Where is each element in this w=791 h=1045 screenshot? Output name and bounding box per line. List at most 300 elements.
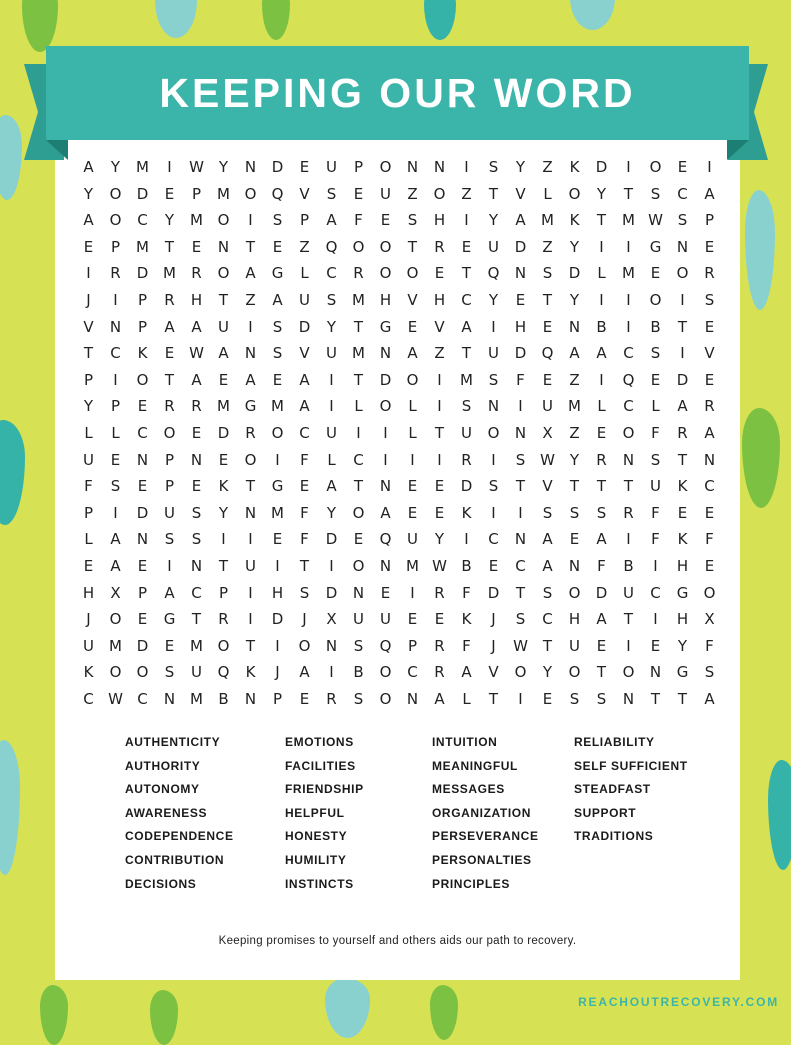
grid-letter[interactable]: L [84,530,93,549]
grid-letter[interactable]: N [244,158,257,176]
grid-letter[interactable]: D [325,583,338,602]
grid-letter[interactable]: W [189,158,204,176]
grid-letter[interactable]: O [298,636,311,655]
grid-letter[interactable]: U [299,290,310,309]
grid-letter[interactable]: P [137,317,148,336]
grid-letter[interactable]: E [272,530,283,549]
grid-letter[interactable]: J [275,663,280,682]
grid-letter[interactable]: T [245,477,256,496]
grid-letter[interactable]: E [434,264,445,283]
grid-letter[interactable]: A [191,317,202,336]
grid-letter[interactable]: F [597,556,606,575]
grid-letter[interactable]: I [437,370,442,389]
grid-letter[interactable]: O [568,663,581,682]
grid-letter[interactable]: S [677,211,688,230]
grid-letter[interactable]: O [379,663,392,682]
grid-letter[interactable]: S [542,264,553,283]
grid-letter[interactable]: N [190,450,203,469]
grid-letter[interactable]: L [327,450,336,469]
grid-letter[interactable]: L [597,264,606,283]
grid-letter[interactable]: I [518,397,523,416]
grid-letter[interactable]: O [217,211,230,230]
grid-letter[interactable]: D [379,370,392,389]
grid-letter[interactable]: T [434,423,445,442]
grid-letter[interactable]: Y [569,237,580,256]
grid-letter[interactable]: Q [622,370,635,389]
website-link[interactable]: REACHOUTRECOVERY.COM [578,995,779,1009]
grid-letter[interactable]: I [167,158,172,176]
grid-letter[interactable]: V [83,317,94,336]
grid-letter[interactable]: R [434,663,445,682]
grid-letter[interactable]: S [569,503,580,522]
grid-letter[interactable]: T [677,317,688,336]
grid-letter[interactable]: P [164,477,175,496]
grid-letter[interactable]: U [623,583,634,602]
grid-letter[interactable]: C [353,450,364,469]
grid-letter[interactable]: G [676,583,689,602]
grid-letter[interactable]: T [353,317,364,336]
grid-letter[interactable]: A [407,344,418,363]
grid-letter[interactable]: Z [542,237,553,256]
grid-letter[interactable]: R [461,450,472,469]
grid-letter[interactable]: F [300,530,309,549]
grid-letter[interactable]: E [218,370,229,389]
grid-letter[interactable]: E [299,477,310,496]
grid-letter[interactable]: I [383,423,388,442]
grid-letter[interactable]: I [383,450,388,469]
grid-letter[interactable]: U [164,503,175,522]
grid-letter[interactable]: Q [541,344,554,363]
grid-letter[interactable]: M [109,636,122,655]
grid-letter[interactable]: E [704,503,715,522]
grid-letter[interactable]: I [248,317,253,336]
grid-letter[interactable]: I [464,530,469,549]
grid-letter[interactable]: Y [434,530,445,549]
grid-letter[interactable]: Y [83,184,94,203]
grid-letter[interactable]: X [704,610,715,629]
grid-letter[interactable]: S [191,530,202,549]
grid-letter[interactable]: K [461,610,472,629]
grid-letter[interactable]: M [568,397,581,416]
grid-letter[interactable]: E [704,556,715,575]
grid-letter[interactable]: I [113,370,118,389]
grid-letter[interactable]: R [704,397,715,416]
grid-letter[interactable]: S [326,290,337,309]
grid-letter[interactable]: M [136,237,149,256]
grid-letter[interactable]: O [487,423,500,442]
grid-letter[interactable]: E [83,237,94,256]
grid-letter[interactable]: R [326,689,337,708]
grid-letter[interactable]: S [164,663,175,682]
grid-letter[interactable]: I [491,450,496,469]
grid-letter[interactable]: A [704,423,715,442]
grid-letter[interactable]: S [569,689,580,708]
grid-letter[interactable]: I [410,450,415,469]
grid-letter[interactable]: D [325,530,338,549]
grid-letter[interactable]: O [622,423,635,442]
grid-letter[interactable]: I [626,158,631,176]
grid-letter[interactable]: E [434,610,445,629]
grid-letter[interactable]: E [191,423,202,442]
grid-letter[interactable]: I [680,290,685,309]
grid-letter[interactable]: V [407,290,418,309]
grid-letter[interactable]: G [244,397,257,416]
grid-letter[interactable]: Y [515,158,526,176]
grid-letter[interactable]: D [514,344,527,363]
grid-letter[interactable]: M [406,556,419,575]
grid-letter[interactable]: C [83,689,94,708]
grid-letter[interactable]: L [462,689,471,708]
grid-letter[interactable]: S [353,636,364,655]
grid-letter[interactable]: W [648,211,663,230]
grid-letter[interactable]: D [595,583,608,602]
grid-letter[interactable]: I [626,237,631,256]
grid-letter[interactable]: Z [569,423,580,442]
grid-letter[interactable]: B [623,556,634,575]
grid-letter[interactable]: E [164,344,175,363]
grid-letter[interactable]: A [569,344,580,363]
grid-letter[interactable]: A [461,317,472,336]
grid-letter[interactable]: E [677,158,688,176]
grid-letter[interactable]: E [272,370,283,389]
grid-letter[interactable]: P [218,583,229,602]
grid-letter[interactable]: U [218,317,229,336]
grid-letter[interactable]: L [408,423,417,442]
grid-letter[interactable]: M [217,184,230,203]
grid-letter[interactable]: W [189,344,204,363]
grid-letter[interactable]: S [164,530,175,549]
grid-letter[interactable]: A [110,530,121,549]
grid-letter[interactable]: Z [407,184,418,203]
grid-letter[interactable]: Y [218,158,229,176]
grid-letter[interactable]: U [353,610,364,629]
grid-letter[interactable]: J [86,290,91,309]
grid-letter[interactable]: E [542,317,553,336]
grid-letter[interactable]: I [626,317,631,336]
grid-letter[interactable]: K [245,663,256,682]
grid-letter[interactable]: O [217,264,230,283]
grid-letter[interactable]: T [461,264,472,283]
grid-letter[interactable]: H [433,211,446,230]
grid-letter[interactable]: Q [379,530,392,549]
grid-letter[interactable]: I [680,344,685,363]
grid-letter[interactable]: O [568,583,581,602]
grid-letter[interactable]: I [707,158,712,176]
grid-letter[interactable]: E [83,556,94,575]
grid-letter[interactable]: G [379,317,392,336]
grid-letter[interactable]: B [353,663,364,682]
grid-letter[interactable]: C [191,583,202,602]
grid-letter[interactable]: T [623,184,634,203]
grid-letter[interactable]: S [299,583,310,602]
grid-letter[interactable]: X [542,423,553,442]
grid-letter[interactable]: H [190,290,203,309]
grid-letter[interactable]: T [353,477,364,496]
grid-letter[interactable]: B [596,317,607,336]
grid-letter[interactable]: J [86,610,91,629]
grid-letter[interactable]: I [653,556,658,575]
grid-letter[interactable]: K [569,158,580,176]
grid-letter[interactable]: D [136,503,149,522]
grid-letter[interactable]: Q [487,264,500,283]
grid-letter[interactable]: S [542,583,553,602]
grid-letter[interactable]: A [83,211,94,230]
grid-letter[interactable]: N [244,344,257,363]
grid-letter[interactable]: S [515,450,526,469]
grid-letter[interactable]: D [298,317,311,336]
grid-letter[interactable]: C [299,423,310,442]
grid-letter[interactable]: P [110,397,121,416]
grid-letter[interactable]: E [461,237,472,256]
grid-letter[interactable]: Y [488,290,499,309]
grid-letter[interactable]: C [326,264,337,283]
grid-letter[interactable]: U [83,636,94,655]
grid-letter[interactable]: U [326,423,337,442]
grid-letter[interactable]: E [137,397,148,416]
grid-letter[interactable]: E [218,450,229,469]
grid-letter[interactable]: T [677,450,688,469]
grid-letter[interactable]: T [218,290,229,309]
grid-letter[interactable]: J [491,636,496,655]
grid-letter[interactable]: S [650,450,661,469]
grid-letter[interactable]: E [542,689,553,708]
grid-letter[interactable]: M [622,264,635,283]
grid-letter[interactable]: F [651,503,660,522]
grid-letter[interactable]: T [488,689,499,708]
grid-letter[interactable]: S [650,184,661,203]
grid-letter[interactable]: C [461,290,472,309]
grid-letter[interactable]: M [217,397,230,416]
grid-letter[interactable]: O [568,184,581,203]
grid-letter[interactable]: O [649,290,662,309]
grid-letter[interactable]: C [110,344,121,363]
grid-letter[interactable]: Q [217,663,230,682]
grid-letter[interactable]: O [622,663,635,682]
grid-letter[interactable]: I [221,530,226,549]
grid-letter[interactable]: A [299,663,310,682]
grid-letter[interactable]: V [515,184,526,203]
grid-letter[interactable]: S [704,663,715,682]
grid-letter[interactable]: T [488,184,499,203]
grid-letter[interactable]: E [434,477,445,496]
grid-letter[interactable]: F [84,477,93,496]
grid-letter[interactable]: U [569,636,580,655]
grid-letter[interactable]: T [623,610,634,629]
grid-letter[interactable]: I [437,397,442,416]
grid-letter[interactable]: T [299,556,310,575]
grid-letter[interactable]: E [353,184,364,203]
grid-letter[interactable]: O [271,423,284,442]
grid-letter[interactable]: O [136,663,149,682]
grid-letter[interactable]: C [623,344,634,363]
grid-letter[interactable]: F [300,450,309,469]
grid-letter[interactable]: S [542,503,553,522]
grid-letter[interactable]: S [515,610,526,629]
grid-letter[interactable]: S [704,290,715,309]
grid-letter[interactable]: I [275,450,280,469]
grid-letter[interactable]: E [407,610,418,629]
grid-letter[interactable]: E [650,370,661,389]
grid-letter[interactable]: E [110,450,121,469]
grid-letter[interactable]: D [595,158,608,176]
grid-letter[interactable]: I [329,663,334,682]
grid-letter[interactable]: T [461,344,472,363]
grid-letter[interactable]: I [329,397,334,416]
grid-letter[interactable]: Q [325,237,338,256]
grid-letter[interactable]: N [622,450,635,469]
grid-letter[interactable]: J [491,610,496,629]
grid-letter[interactable]: S [488,370,499,389]
grid-letter[interactable]: E [704,370,715,389]
grid-letter[interactable]: Q [271,184,284,203]
grid-letter[interactable]: Q [379,636,392,655]
grid-letter[interactable]: U [380,610,391,629]
grid-letter[interactable]: V [488,663,499,682]
grid-letter[interactable]: N [352,583,365,602]
grid-letter[interactable]: N [703,450,716,469]
grid-letter[interactable]: I [275,636,280,655]
grid-letter[interactable]: S [272,344,283,363]
grid-letter[interactable]: D [676,370,689,389]
grid-letter[interactable]: Z [569,370,580,389]
grid-letter[interactable]: E [272,237,283,256]
grid-letter[interactable]: A [164,317,175,336]
grid-letter[interactable]: S [353,689,364,708]
grid-letter[interactable]: A [542,530,553,549]
grid-letter[interactable]: D [271,158,284,176]
grid-letter[interactable]: C [650,583,661,602]
grid-letter[interactable]: A [434,689,445,708]
grid-letter[interactable]: E [434,503,445,522]
grid-letter[interactable]: I [491,317,496,336]
grid-letter[interactable]: N [379,556,392,575]
grid-letter[interactable]: H [568,610,581,629]
grid-letter[interactable]: D [217,423,230,442]
grid-letter[interactable]: N [514,423,527,442]
grid-letter[interactable]: D [136,264,149,283]
grid-letter[interactable]: B [218,689,229,708]
grid-letter[interactable]: R [677,423,688,442]
grid-letter[interactable]: R [434,583,445,602]
grid-letter[interactable]: D [271,610,284,629]
grid-letter[interactable]: G [163,610,176,629]
grid-letter[interactable]: A [245,264,256,283]
grid-letter[interactable]: R [353,264,364,283]
grid-letter[interactable]: M [190,689,203,708]
grid-letter[interactable]: A [299,370,310,389]
grid-letter[interactable]: B [650,317,661,336]
grid-letter[interactable]: E [488,556,499,575]
grid-letter[interactable]: N [676,237,689,256]
grid-letter[interactable]: L [597,397,606,416]
grid-letter[interactable]: E [569,530,580,549]
grid-letter[interactable]: Y [164,211,175,230]
grid-letter[interactable]: O [379,264,392,283]
grid-letter[interactable]: O [379,237,392,256]
grid-letter[interactable]: I [599,290,604,309]
grid-letter[interactable]: L [300,264,309,283]
grid-letter[interactable]: E [596,423,607,442]
grid-letter[interactable]: F [651,423,660,442]
grid-letter[interactable]: U [488,237,499,256]
grid-letter[interactable]: I [329,370,334,389]
grid-letter[interactable]: T [164,237,175,256]
grid-letter[interactable]: K [83,663,94,682]
grid-letter[interactable]: K [461,503,472,522]
grid-letter[interactable]: Y [542,663,553,682]
grid-letter[interactable]: E [137,477,148,496]
grid-letter[interactable]: S [272,211,283,230]
grid-letter[interactable]: S [272,317,283,336]
grid-letter[interactable]: U [380,184,391,203]
grid-letter[interactable]: M [622,211,635,230]
grid-letter[interactable]: R [623,503,634,522]
grid-letter[interactable]: K [677,477,688,496]
grid-letter[interactable]: Z [434,344,445,363]
grid-letter[interactable]: T [353,370,364,389]
grid-letter[interactable]: I [518,503,523,522]
grid-letter[interactable]: O [244,184,257,203]
grid-letter[interactable]: T [542,636,553,655]
grid-letter[interactable]: E [407,317,418,336]
grid-letter[interactable]: I [248,211,253,230]
grid-letter[interactable]: H [433,290,446,309]
grid-letter[interactable]: C [704,477,715,496]
grid-letter[interactable]: A [596,610,607,629]
grid-letter[interactable]: E [299,689,310,708]
grid-letter[interactable]: I [464,211,469,230]
grid-letter[interactable]: O [352,237,365,256]
grid-letter[interactable]: W [540,450,555,469]
grid-letter[interactable]: O [244,450,257,469]
grid-letter[interactable]: W [513,636,528,655]
grid-letter[interactable]: Z [299,237,310,256]
grid-letter[interactable]: N [217,237,230,256]
grid-letter[interactable]: I [599,370,604,389]
grid-letter[interactable]: O [433,184,446,203]
grid-letter[interactable]: L [543,184,552,203]
grid-letter[interactable]: M [352,344,365,363]
grid-letter[interactable]: K [569,211,580,230]
grid-letter[interactable]: N [379,344,392,363]
grid-letter[interactable]: U [326,158,337,176]
grid-letter[interactable]: N [514,530,527,549]
grid-letter[interactable]: R [434,237,445,256]
grid-letter[interactable]: R [110,264,121,283]
grid-letter[interactable]: E [650,264,661,283]
grid-letter[interactable]: I [410,583,415,602]
grid-letter[interactable]: A [515,211,526,230]
grid-letter[interactable]: N [406,689,419,708]
grid-letter[interactable]: N [190,556,203,575]
grid-letter[interactable]: O [379,689,392,708]
grid-letter[interactable]: N [244,503,257,522]
grid-letter[interactable]: T [596,211,607,230]
grid-letter[interactable]: T [164,370,175,389]
grid-letter[interactable]: C [137,211,148,230]
grid-letter[interactable]: P [407,636,418,655]
grid-letter[interactable]: O [163,423,176,442]
grid-letter[interactable]: A [326,211,337,230]
grid-letter[interactable]: U [461,423,472,442]
grid-letter[interactable]: I [248,583,253,602]
grid-letter[interactable]: D [568,264,581,283]
grid-letter[interactable]: P [299,211,310,230]
grid-letter[interactable]: I [626,530,631,549]
grid-letter[interactable]: P [83,370,94,389]
grid-letter[interactable]: I [599,237,604,256]
grid-letter[interactable]: C [542,610,553,629]
